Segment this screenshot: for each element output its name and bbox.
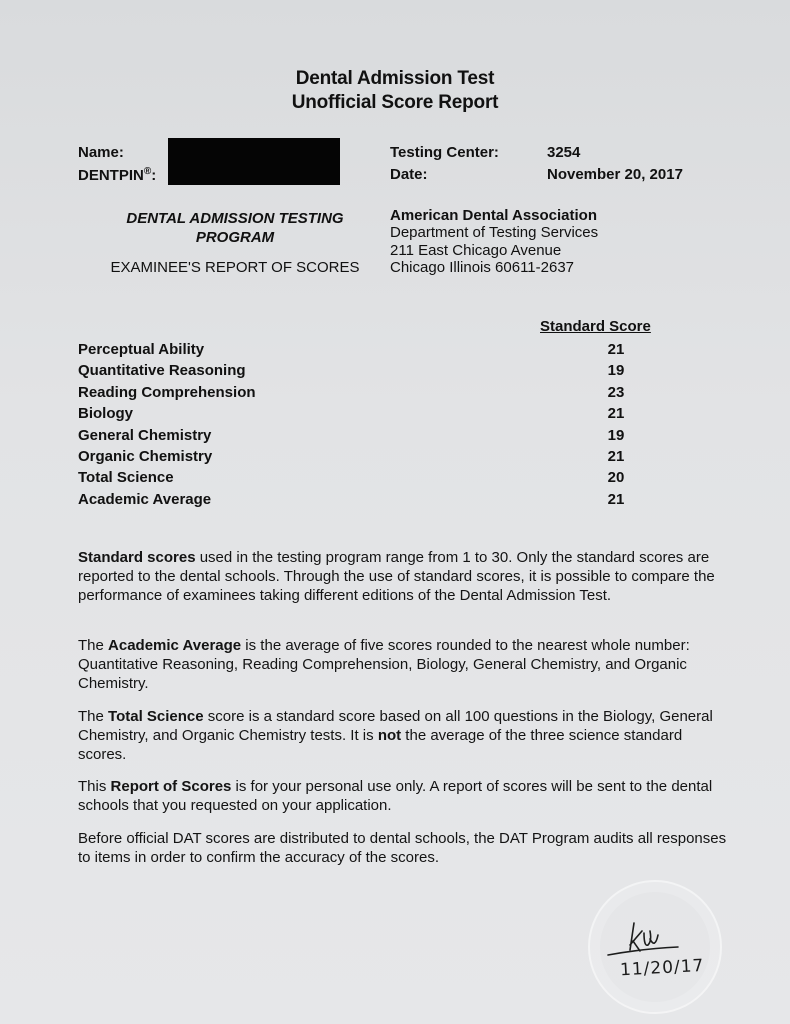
- note-audit: Before official DAT scores are distributed to dental schools, the DAT Program audits all responses to items in order to confirm the accuracy of the scores.: [78, 830, 727, 866]
- note-text: the average of the three science standard scores.: [78, 727, 683, 763]
- section-name: Biology: [78, 405, 133, 422]
- report-title-line1: Dental Admission Test: [295, 68, 495, 89]
- section-score: 21: [607, 448, 625, 465]
- note-text: is for your personal use only. A report of scores will be sent to the dental schools that you requested on your application.: [78, 778, 713, 814]
- note-text: The: [78, 708, 109, 725]
- section-name: Organic Chemistry: [78, 448, 213, 465]
- note-text: score is a standard score based on all 100 questions in the Biology, General Chemistry, and Organic Chemistry tests. It is: [78, 708, 713, 744]
- section-name: Quantitative Reasoning: [78, 362, 246, 379]
- signature-initials-stroke: [630, 923, 658, 951]
- dentpin-colon: :: [151, 167, 157, 184]
- note-academic-average: [78, 636, 728, 693]
- note-total-science: [78, 707, 728, 764]
- section-score: 21: [607, 405, 625, 422]
- program-title-line1: DENTAL ADMISSION TESTING: [126, 210, 344, 227]
- section-score: 19: [607, 427, 625, 444]
- score-row: [78, 491, 698, 512]
- note-text: This: [78, 778, 111, 795]
- dentpin-label: [78, 166, 156, 184]
- report-subtitle: EXAMINEE'S REPORT OF SCORES: [110, 259, 360, 276]
- section-score: 23: [607, 384, 625, 401]
- section-name: General Chemistry: [78, 427, 212, 444]
- address-street: 211 East Chicago Avenue: [390, 242, 562, 259]
- section-name: Perceptual Ability: [78, 341, 205, 358]
- score-row: [78, 405, 698, 426]
- section-score: 21: [607, 491, 625, 508]
- signature-date: 11/20/17: [619, 955, 705, 981]
- report-title-line2: Unofficial Score Report: [291, 92, 499, 113]
- section-score: 19: [607, 362, 625, 379]
- program-title-line2: PROGRAM: [195, 229, 275, 246]
- date-value: November 20, 2017: [547, 166, 683, 183]
- standard-score-header: Standard Score: [540, 318, 651, 335]
- section-name: Total Science: [78, 469, 174, 486]
- score-row: [78, 362, 698, 383]
- testing-center-label: Testing Center:: [390, 144, 499, 161]
- note-bold-term: Total Science: [108, 708, 204, 725]
- section-score: 21: [607, 341, 625, 358]
- dentpin-label-text: DENTPIN: [78, 167, 144, 184]
- note-bold-term: Report of Scores: [110, 778, 232, 795]
- score-row: [78, 384, 698, 405]
- note-standard-scores: [78, 548, 728, 605]
- note-bold-term: Standard scores: [78, 549, 196, 566]
- section-name: Academic Average: [78, 491, 212, 508]
- address-dept: Department of Testing Services: [390, 224, 599, 241]
- note-bold-term: not: [377, 727, 402, 744]
- score-row: [78, 427, 698, 448]
- address-city: Chicago Illinois 60611-2637: [390, 259, 575, 276]
- signature-underline-stroke: [608, 947, 678, 955]
- address-org: American Dental Association: [390, 207, 598, 224]
- name-label: Name:: [78, 144, 124, 161]
- note-text: The: [78, 637, 109, 654]
- section-score: 20: [607, 469, 625, 486]
- note-report-of-scores: [78, 777, 728, 815]
- date-label: Date:: [390, 166, 428, 183]
- score-row: [78, 341, 698, 362]
- score-row: [78, 448, 698, 469]
- score-row: [78, 469, 698, 490]
- section-name: Reading Comprehension: [78, 384, 256, 401]
- testing-center-value: 3254: [547, 144, 581, 161]
- note-text: used in the testing program range from 1 to 30. Only the standard scores are reported to the dental schools. Through the use of standard scores, it is possible to compare the performance of examinees taking different editions of the Dental Admission Test.: [78, 549, 715, 604]
- note-bold-term: Academic Average: [108, 637, 242, 654]
- redacted-name-dentpin-block: [168, 138, 340, 185]
- note-text: is the average of five scores rounded to the nearest whole number: Quantitative Reasoning, Reading Comprehension, Biology, General Chemistry, and Organic Chemistry.: [78, 637, 690, 692]
- registered-mark: ®: [143, 166, 152, 177]
